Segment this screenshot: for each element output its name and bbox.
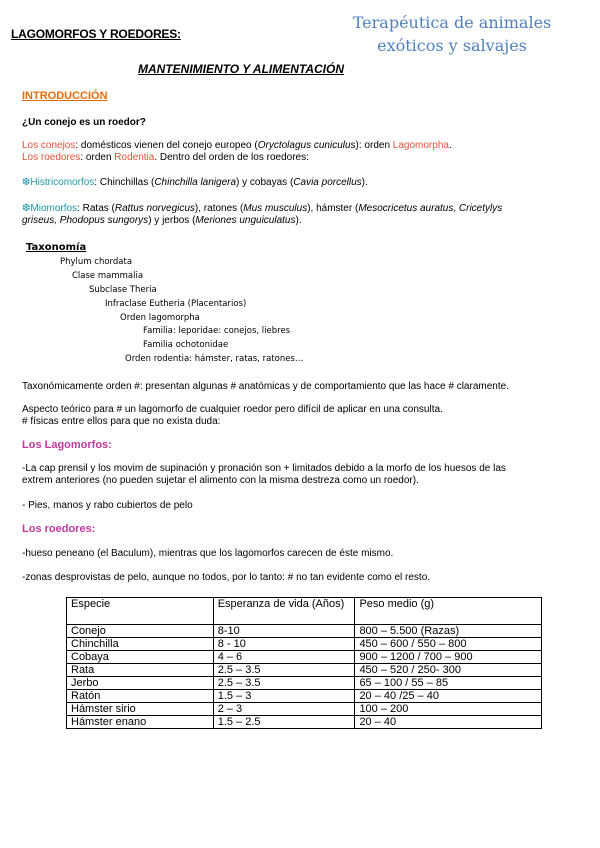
histricomorfos-text-c: ). [361, 177, 368, 188]
page-title: LAGOMORFOS Y ROEDORES: [11, 27, 181, 41]
miomorfos-species1: Rattus norvegicus [114, 203, 195, 214]
table-row [67, 651, 542, 664]
miomorfos-text-b: ), ratones ( [194, 203, 244, 214]
miomorfos-label: Miomorfos [30, 203, 78, 214]
roedores-text: : orden [80, 152, 115, 163]
taxonomy-line: Familia ochotonidae [143, 340, 229, 350]
histricomorfos-species2: Cavia porcellus [293, 177, 362, 188]
roedores-paragraph [22, 152, 582, 164]
conejos-label: Los conejos [22, 140, 76, 151]
miomorfos-species2: Mus musculus [243, 203, 308, 214]
taxon-paragraph: Taxonómicamente orden #: presentan algunas # anatómicas y de comportamiento que las hace # claramente. [22, 381, 509, 392]
table-cell: 65 – 100 / 55 – 85 [355, 677, 542, 690]
roedores-order: Rodentia [114, 152, 155, 163]
table-header-cell: Peso medio (g) [355, 598, 542, 625]
conejos-paragraph [22, 140, 582, 152]
table-cell: Ratón [67, 690, 214, 703]
table-row [67, 690, 542, 703]
snowflake-icon: ❆ [22, 203, 31, 214]
miomorfos-paragraph [22, 203, 582, 227]
intro-heading: INTRODUCCIÓN [22, 90, 108, 102]
table-cell: 1.5 – 2.5 [213, 716, 355, 729]
histricomorfos-species1: Chinchilla lanigera [154, 177, 237, 188]
miomorfos-text: : Ratas ( [77, 203, 115, 214]
taxonomy-line: Infraclase Eutheria (Placentarios) [105, 299, 247, 309]
conejos-text: : domésticos vienen del conejo europeo ( [75, 140, 258, 151]
aspecto-line1: Aspecto teórico para # un lagomorfo de cualquier roedor pero difícil de aplicar en una consulta. [22, 404, 443, 415]
aspecto-line2: # físicas entre ellos para que no exista duda: [22, 416, 221, 427]
table-cell: 450 – 600 / 550 – 800 [355, 638, 542, 651]
lagomorfos-para2: - Pies, manos y rabo cubiertos de pelo [22, 500, 193, 511]
table-cell: 100 – 200 [355, 703, 542, 716]
table-cell: 20 – 40 /25 – 40 [355, 690, 542, 703]
conejos-order: Lagomorpha [392, 140, 449, 151]
table-cell: Chinchilla [67, 638, 214, 651]
table-header-cell: Especie [67, 598, 214, 625]
table-cell: 450 – 520 / 250- 300 [355, 664, 542, 677]
species-table [66, 597, 542, 729]
histricomorfos-text: : Chinchillas ( [94, 177, 155, 188]
course-title-line2: exóticos y salvajes [377, 36, 527, 55]
conejos-text-b: ): orden [355, 140, 393, 151]
table-row [67, 638, 542, 651]
taxonomy-line: Orden lagomorpha [120, 313, 200, 323]
taxonomy-line: Phylum chordata [60, 257, 133, 267]
taxonomy-title: Taxonomía [26, 242, 87, 253]
miomorfos-species3: Mesocricetus auratus, Cricetylys [358, 203, 503, 214]
histricomorfos-text-b: ) y cobayas ( [236, 177, 294, 188]
course-title [342, 11, 562, 57]
table-cell: 8-10 [213, 625, 355, 638]
question-heading: ¿Un conejo es un roedor? [22, 117, 146, 128]
histricomorfos-label: Histricomorfos [30, 177, 95, 188]
table-row [67, 677, 542, 690]
table-cell: 2.5 – 3.5 [213, 677, 355, 690]
table-cell: Rata [67, 664, 214, 677]
conejos-end: . [448, 140, 452, 151]
table-header-row [67, 598, 542, 625]
table-header-cell: Esperanza de vida (Años) [213, 598, 355, 625]
lagomorfos-para1-line2: extrem anteriores (no pueden sujetar el alimento con la misma destreza como un roedor). [22, 475, 419, 486]
table-cell: Hámster sirio [67, 703, 214, 716]
roedores-para1: -hueso peneano (el Baculum), mientras que los lagomorfos carecen de éste mismo. [22, 548, 394, 559]
table-cell: 2 – 3 [213, 703, 355, 716]
table-cell: 4 – 6 [213, 651, 355, 664]
table-cell: Conejo [67, 625, 214, 638]
histricomorfos-paragraph [22, 177, 582, 189]
lagomorfos-heading: Los Lagomorfos: [22, 439, 112, 451]
taxonomy-line: Orden rodentia: hámster, ratas, ratones… [125, 354, 304, 364]
lagomorfos-para1-line1: -La cap prensil y los movim de supinación y pronación son + limitados debido a la morfo de los huesos de las [22, 463, 506, 474]
roedores-heading: Los roedores: [22, 523, 96, 535]
table-cell: 8 - 10 [213, 638, 355, 651]
table-row [67, 716, 542, 729]
table-row [67, 625, 542, 638]
miomorfos-text-e: ). [295, 215, 302, 226]
table-cell: Cobaya [67, 651, 214, 664]
course-title-line1: Terapéutica de animales [352, 13, 552, 32]
table-cell: 1.5 – 3 [213, 690, 355, 703]
taxonomy-line: Subclase Theria [89, 285, 157, 295]
table-cell: 2.5 – 3.5 [213, 664, 355, 677]
roedores-text-b: . Dentro del orden de los roedores: [154, 152, 309, 163]
snowflake-icon: ❆ [22, 177, 31, 188]
page-subtitle: MANTENIMIENTO Y ALIMENTACIÓN [138, 62, 345, 76]
taxonomy-line: Familia: leporidae: conejos, liebres [143, 326, 291, 336]
miomorfos-text-c: ), hámster ( [307, 203, 359, 214]
table-cell: 900 – 1200 / 700 – 900 [355, 651, 542, 664]
miomorfos-species3b: griseus, Phodopus sungorys [22, 215, 149, 226]
table-row [67, 664, 542, 677]
miomorfos-species4: Meriones unguiculatus [195, 215, 296, 226]
table-cell: Jerbo [67, 677, 214, 690]
conejos-species: Oryctolagus cuniculus [257, 140, 356, 151]
table-cell: 20 – 40 [355, 716, 542, 729]
roedores-para2: -zonas desprovistas de pelo, aunque no todos, por lo tanto: # no tan evidente como el resto. [22, 572, 431, 583]
table-cell: 800 – 5.500 (Razas) [355, 625, 542, 638]
taxonomy-line: Clase mammalia [72, 271, 144, 281]
table-cell: Hámster enano [67, 716, 214, 729]
table-row [67, 703, 542, 716]
miomorfos-text-d: ) y jerbos ( [148, 215, 196, 226]
roedores-label: Los roedores [22, 152, 81, 163]
